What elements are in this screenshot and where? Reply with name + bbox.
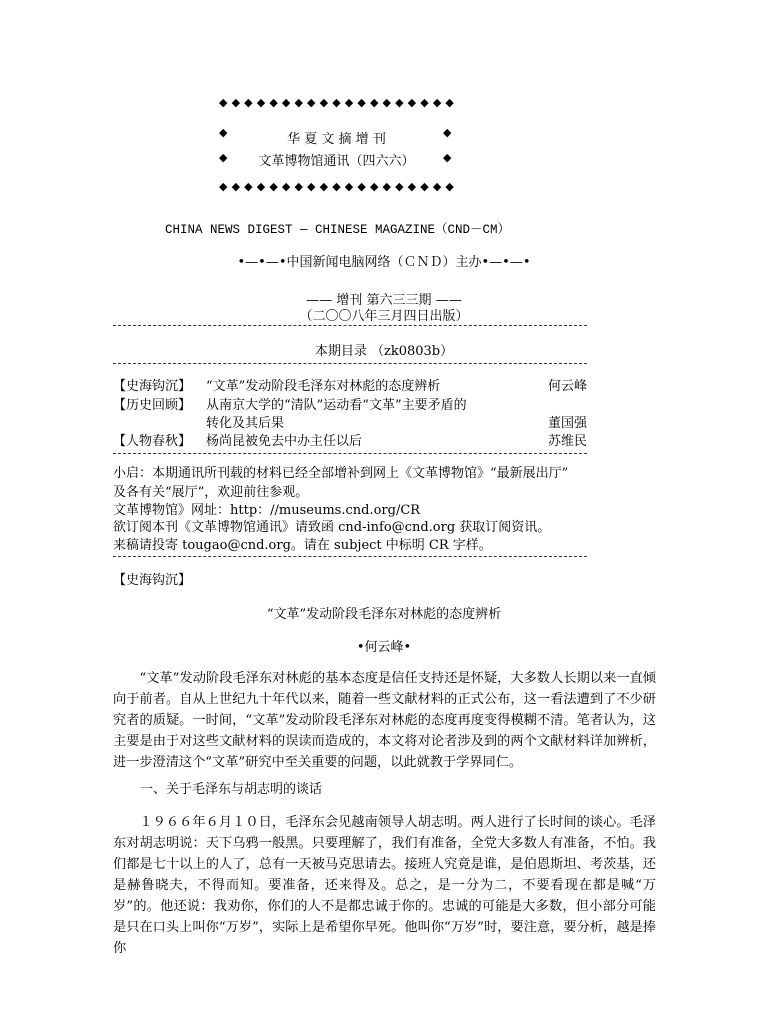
diamond-icon: ◆	[307, 180, 316, 193]
english-title: CHINA NEWS DIGEST — CHINESE MAGAZINE（CND－CM）	[165, 223, 511, 237]
diamond-icon: ◆	[256, 96, 266, 109]
diamond-icon: ◆	[357, 96, 366, 109]
toc-article-title: 杨尚昆被免去中办主任以后	[206, 434, 363, 449]
diamond-icon: ◆	[307, 96, 316, 109]
diamond-icon: ◆	[382, 180, 391, 193]
diamond-icon: ◆	[395, 180, 404, 193]
diamond-icon: ◆	[369, 96, 379, 109]
diamond-icon: ◆	[219, 180, 228, 193]
diamond-icon: ◆	[432, 96, 442, 109]
notice-submit-line[interactable]: 来稿请投寄 tougao@cnd.org。请在 subject 中标明 CR 字样。	[113, 538, 492, 553]
divider	[113, 453, 587, 454]
diamond-icon: ◆	[332, 96, 341, 109]
sponsor-line: •—•—•中国新闻电脑网络（ＣＮＤ）主办•—•—•	[237, 255, 531, 270]
diamond-icon: ◆	[332, 180, 341, 193]
diamond-icon: ◆	[269, 180, 278, 193]
divider	[113, 325, 587, 326]
notice-subscribe-line[interactable]: 欲订阅本刊《文革博物馆通讯》请致函 cnd-info@cnd.org 获取订阅资讯。	[113, 520, 551, 535]
diamond-icon: ◆	[344, 96, 354, 109]
toc-item[interactable]	[113, 412, 587, 432]
diamond-icon: ◆	[281, 180, 291, 193]
toc-article-title: 转化及其后果	[206, 416, 285, 431]
diamond-icon: ◆	[382, 96, 391, 109]
diamond-icon: ◆	[244, 96, 253, 109]
notice-url-line[interactable]: 文革博物馆》网址：http：//museums.cnd.org/CR	[113, 503, 421, 518]
diamond-border-top	[219, 97, 454, 108]
notice-line: 及各有关“展厅”，欢迎前往参观。	[113, 485, 309, 500]
publish-date: （二〇〇八年三月四日出版）	[299, 309, 469, 324]
diamond-icon: ◆	[420, 180, 429, 193]
diamond-border-bottom	[219, 181, 454, 192]
diamond-icon: ◆	[269, 96, 278, 109]
diamond-icon: ◆	[445, 96, 454, 109]
toc-item[interactable]	[113, 394, 587, 414]
diamond-icon: ◆	[420, 96, 429, 109]
toc-author: 董国强	[547, 416, 587, 431]
header-line2: 文革博物馆通讯（四六六）	[258, 154, 415, 169]
diamond-icon: ◆	[231, 180, 241, 193]
diamond-icon: ◆	[357, 180, 366, 193]
divider	[113, 363, 587, 364]
article-section-label: 【史海钩沉】	[113, 573, 192, 588]
article-author: •何云峰•	[356, 640, 412, 655]
header-line1: 华 夏 文 摘 增 刊	[287, 132, 386, 147]
diamond-left-2: ◆	[219, 151, 228, 164]
diamond-icon: ◆	[231, 96, 241, 109]
article-title: “文革”发动阶段毛泽东对林彪的态度辨析	[266, 607, 502, 622]
toc-item[interactable]	[113, 375, 587, 395]
toc-article-title: 从南京大学的“清队”运动看“文革”主要矛盾的	[206, 398, 467, 413]
notice-line: 小启：本期通讯所刊载的材料已经全部增补到网上《文革博物馆》“最新展出厅”	[113, 466, 569, 481]
diamond-left-1: ◆	[219, 126, 228, 139]
toc-section: 【历史回顾】	[113, 398, 192, 413]
diamond-icon: ◆	[219, 96, 228, 109]
diamond-icon: ◆	[407, 96, 417, 109]
toc-author: 何云峰	[547, 379, 587, 394]
toc-section: 【人物春秋】	[113, 434, 192, 449]
diamond-icon: ◆	[432, 180, 442, 193]
diamond-right-2: ◆	[443, 151, 452, 164]
toc-author: 苏维民	[547, 434, 587, 449]
issue-line: —— 增刊 第六三三期 ——	[306, 293, 462, 308]
toc-item[interactable]	[113, 430, 587, 450]
diamond-icon: ◆	[294, 180, 303, 193]
diamond-icon: ◆	[407, 180, 417, 193]
toc-article-title: “文革”发动阶段毛泽东对林彪的态度辨析	[206, 379, 441, 394]
diamond-icon: ◆	[319, 96, 329, 109]
article-paragraph: “文革”发动阶段毛泽东对林彪的基本态度是信任支持还是怀疑，大多数人长期以来一直倾向于前者。自从上世纪九十年代以来，随着一些文献材料的正式公布，这一看法遭到了不少研究者的质疑。一时间，“文革”发动阶段毛泽东对林彪的态度再度变得模糊不清。笔者认为，这主要是由于对这些文献材料的误读而造成的，本文将对论者涉及到的两个文献材料详加辨析，进一步澄清这个“文革”研究中至关重要的问题，以此就教于学界同仁。	[113, 671, 656, 770]
diamond-icon: ◆	[256, 180, 266, 193]
diamond-right-1: ◆	[443, 126, 452, 139]
toc-section: 【史海钩沉】	[113, 379, 192, 394]
diamond-icon: ◆	[244, 180, 253, 193]
diamond-icon: ◆	[445, 180, 454, 193]
article-subheading: 一、关于毛泽东与胡志明的谈话	[140, 782, 323, 797]
article-paragraph: １９６６年６月１０日，毛泽东会见越南领导人胡志明。两人进行了长时间的谈心。毛泽东对胡志明说：天下乌鸦一般黑。只要理解了，我们有准备，全党大多数人有准备，不怕。我们都是七十以上的人了，总有一天被马克思请去。接班人究竟是谁，是伯恩斯坦、考茨基，还是赫鲁晓夫，不得而知。要准备，还来得及。总之，是一分为二，不要看现在都是喊“万岁”的。他还说：我劝你，你们的人不是都忠诚于你的。忠诚的可能是大多数，但小部分可能是只在口头上叫你“万岁”，实际上是希望你早死。他叫你“万岁”时，要注意，要分析，越是捧你	[113, 815, 656, 956]
toc-title: 本期目录 （zk0803b）	[314, 344, 454, 359]
diamond-icon: ◆	[319, 180, 329, 193]
diamond-icon: ◆	[395, 96, 404, 109]
divider	[113, 556, 587, 557]
diamond-icon: ◆	[294, 96, 303, 109]
diamond-icon: ◆	[281, 96, 291, 109]
diamond-icon: ◆	[344, 180, 354, 193]
diamond-icon: ◆	[369, 180, 379, 193]
